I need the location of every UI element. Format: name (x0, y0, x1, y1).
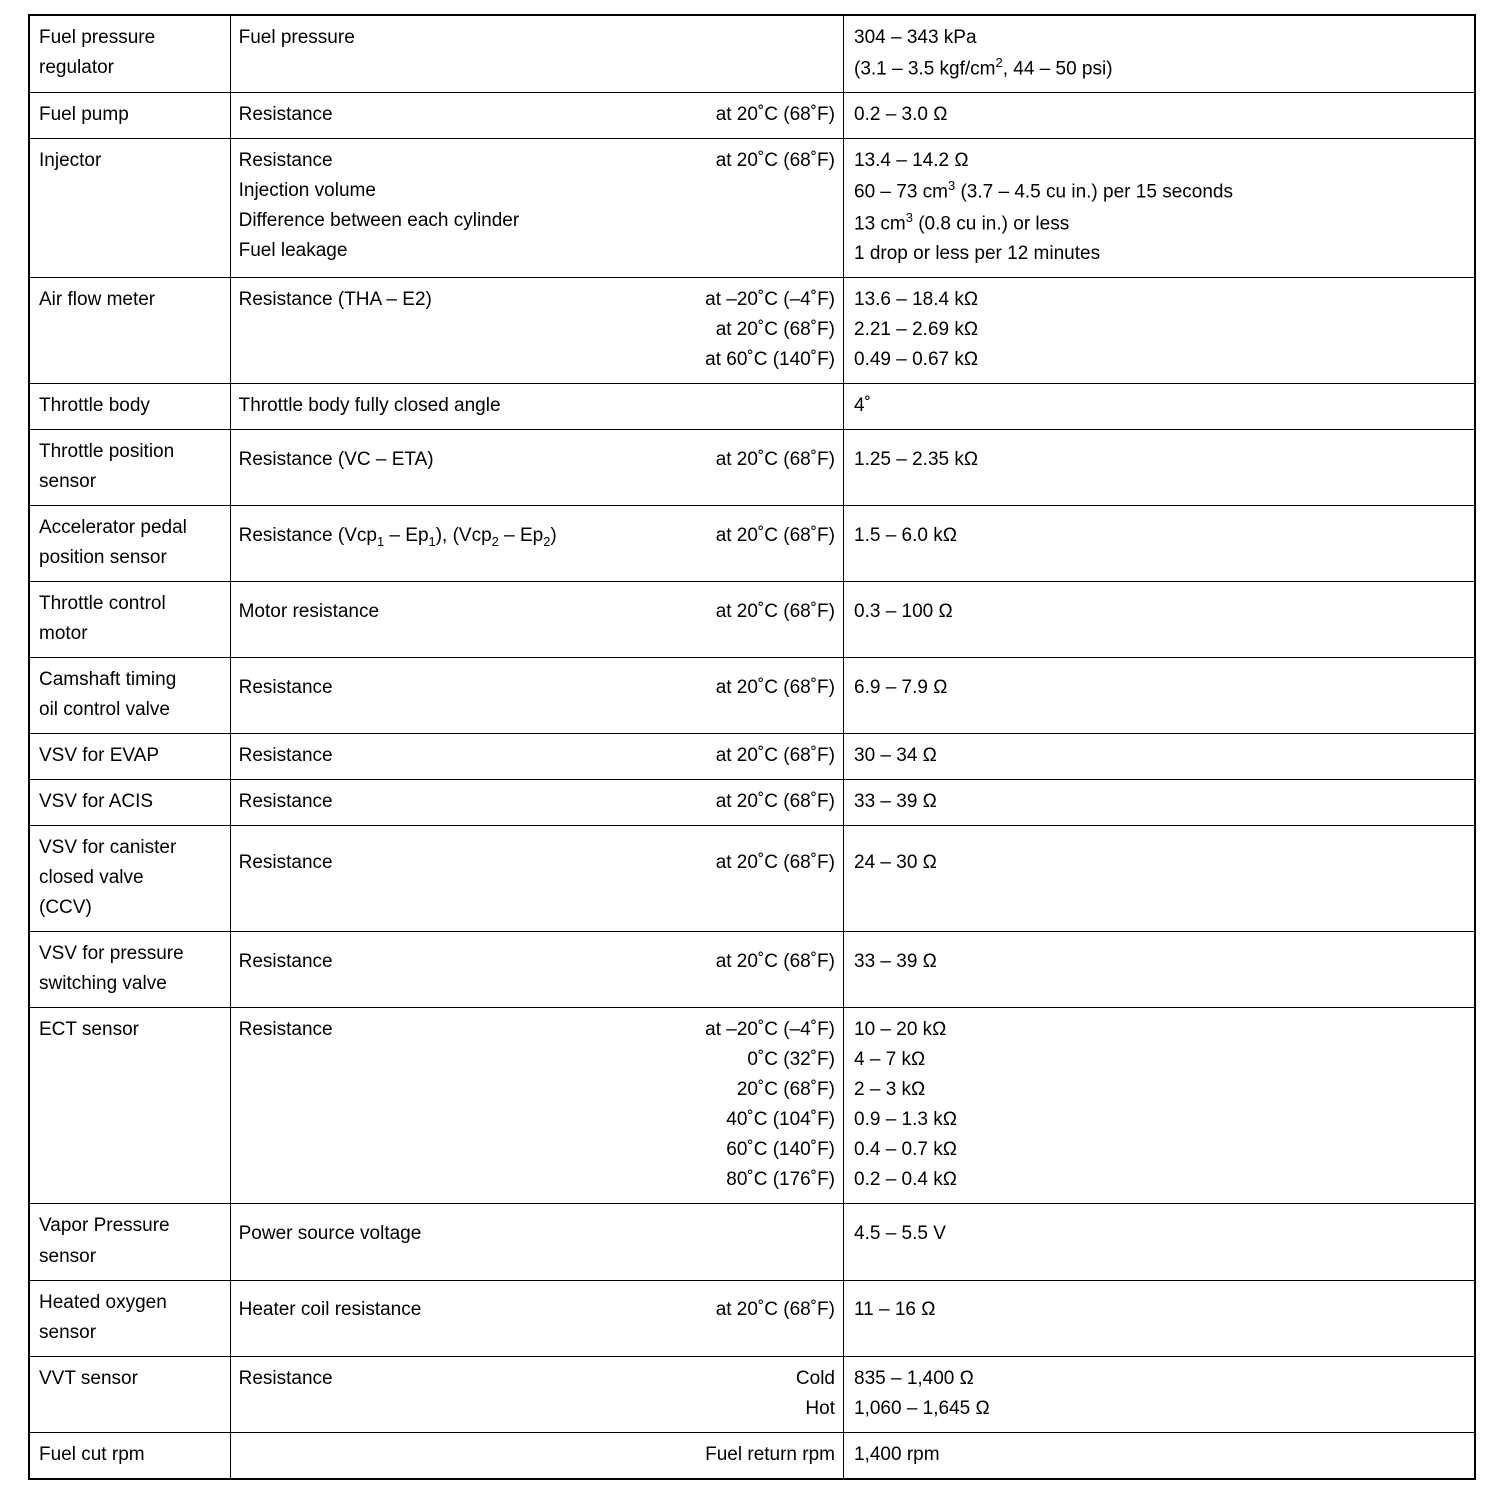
value-text: 24 – 30 Ω (854, 852, 937, 874)
table-row (29, 826, 1475, 932)
table-row (29, 1008, 1475, 1204)
description-text (231, 582, 843, 642)
item-text: VSV for EVAP (39, 745, 160, 767)
value-text: 1,400 rpm (854, 1443, 940, 1465)
table-row (29, 1432, 1475, 1479)
value-text: 4˚ (854, 395, 871, 417)
cell-description (230, 1356, 843, 1432)
cell-description (230, 15, 843, 93)
condition-label: 40˚C (104˚F) (726, 1109, 835, 1131)
cell-value (844, 826, 1476, 932)
description-text (231, 1433, 843, 1478)
item-text: Accelerator pedal position sensor (39, 517, 187, 569)
description-text (231, 1204, 843, 1264)
value-text: 10 – 20 kΩ 4 – 7 kΩ 2 – 3 kΩ 0.9 – 1.3 kΩ 0.4 – 0.7 kΩ 0.2 – 0.4 kΩ (854, 1019, 957, 1191)
condition-label: 20˚C (68˚F) (736, 1079, 835, 1101)
cell-description (230, 93, 843, 139)
description-label: Power source voltage (238, 1222, 422, 1244)
condition-label: 80˚C (176˚F) (726, 1169, 835, 1191)
value-text: 835 – 1,400 Ω 1,060 – 1,645 Ω (854, 1367, 990, 1419)
value-text: 33 – 39 Ω (854, 950, 937, 972)
value-text: 13.4 – 14.2 Ω 60 – 73 $cm^3$ (3.7 – 4.5 cu in.) per 15 seconds 13 $cm^3$ (0.8 cu in.) or less 1 drop or less per 12 minutes (854, 150, 1233, 265)
condition-label: at 20˚C (68˚F) (715, 150, 835, 172)
value-text: 13.6 – 18.4 kΩ 2.21 – 2.69 kΩ 0.49 – 0.67 kΩ (854, 289, 979, 371)
cell-value (844, 1356, 1476, 1432)
value-text: 11 – 16 Ω (854, 1299, 936, 1321)
cell-item (29, 582, 230, 658)
cell-description (230, 139, 843, 278)
cell-value (844, 1008, 1476, 1204)
cell-description (230, 1204, 843, 1280)
item-text: Throttle position sensor (39, 441, 175, 493)
cell-value (844, 506, 1476, 582)
cell-item (29, 1280, 230, 1356)
condition-label: at 20˚C (68˚F) (715, 791, 835, 813)
value-text: 0.2 – 3.0 Ω (854, 104, 948, 126)
table-row (29, 932, 1475, 1008)
description-text (231, 826, 843, 901)
description-text (231, 139, 843, 274)
cell-value (844, 278, 1476, 384)
cell-item (29, 278, 230, 384)
cell-description (230, 506, 843, 582)
description-label: Motor resistance (238, 600, 380, 622)
description-text (231, 384, 843, 429)
description-label: Resistance (238, 104, 333, 126)
description-text (231, 278, 843, 383)
cell-description (230, 658, 843, 734)
cell-description (230, 826, 843, 932)
description-label: Heater coil resistance (238, 1299, 422, 1321)
specification-table (28, 14, 1476, 1480)
item-text: Throttle control motor (39, 593, 166, 645)
description-label: Difference between each cylinder (238, 210, 520, 232)
item-text: Fuel cut rpm (39, 1443, 145, 1465)
item-text: Heated oxygen sensor (39, 1291, 167, 1343)
item-text: Throttle body (39, 395, 150, 417)
cell-item (29, 1008, 230, 1204)
table-row (29, 658, 1475, 734)
description-label: Resistance (238, 791, 333, 813)
cell-value (844, 1204, 1476, 1280)
value-text: 4.5 – 5.5 V (854, 1222, 946, 1244)
description-text (231, 93, 843, 138)
cell-value (844, 15, 1476, 93)
value-text: 1.25 – 2.35 kΩ (854, 448, 979, 470)
condition-label: at 20˚C (68˚F) (715, 950, 835, 972)
item-text: Injector (39, 150, 102, 172)
item-text: VSV for ACIS (39, 791, 154, 813)
item-text: Fuel pump (39, 104, 129, 126)
cell-item (29, 1356, 230, 1432)
description-text (231, 16, 843, 61)
cell-item (29, 826, 230, 932)
table-row (29, 1280, 1475, 1356)
description-text (231, 1281, 843, 1341)
description-label: Resistance $(Vcp_1 - Ep_1)$, $(Vcp_2 - Ep_2)$ (238, 524, 557, 549)
table-row (29, 780, 1475, 826)
description-label: Resistance (238, 745, 333, 767)
description-label: Resistance (THA – E2) (238, 289, 432, 311)
cell-item (29, 15, 230, 93)
item-text: Fuel pressure regulator (39, 27, 156, 79)
table-row (29, 430, 1475, 506)
cell-item (29, 506, 230, 582)
table-row (29, 582, 1475, 658)
cell-value (844, 430, 1476, 506)
condition-label: at 60˚C (140˚F) (705, 349, 835, 371)
description-label: Resistance (238, 950, 333, 972)
cell-item (29, 734, 230, 780)
item-text: Air flow meter (39, 289, 156, 311)
cell-description (230, 430, 843, 506)
item-text: VSV for pressure switching valve (39, 943, 184, 995)
cell-description (230, 1008, 843, 1204)
condition-label: at 20˚C (68˚F) (715, 104, 835, 126)
description-text (231, 932, 843, 992)
cell-description (230, 582, 843, 658)
value-text: 33 – 39 Ω (854, 791, 937, 813)
description-label: Throttle body fully closed angle (238, 395, 501, 417)
description-label: Resistance (238, 1367, 333, 1389)
item-text: ECT sensor (39, 1019, 139, 1041)
description-label: Resistance (VC – ETA) (238, 448, 434, 470)
description-text (231, 430, 843, 490)
cell-description (230, 780, 843, 826)
condition-label: at 20˚C (68˚F) (715, 524, 835, 546)
description-label: Resistance (238, 676, 333, 698)
condition-label: at –20˚C (–4˚F) (705, 289, 835, 311)
condition-label: at –20˚C (–4˚F) (705, 1019, 835, 1041)
cell-value (844, 658, 1476, 734)
description-label: Resistance (238, 150, 333, 172)
condition-label: at 20˚C (68˚F) (715, 319, 835, 341)
description-text (231, 1008, 843, 1203)
cell-item (29, 658, 230, 734)
value-text: 0.3 – 100 Ω (854, 600, 953, 622)
table-row (29, 15, 1475, 93)
cell-description (230, 734, 843, 780)
cell-item (29, 780, 230, 826)
condition-label: at 20˚C (68˚F) (715, 1299, 835, 1321)
cell-value (844, 1280, 1476, 1356)
table-row (29, 139, 1475, 278)
condition-label: 0˚C (32˚F) (747, 1049, 835, 1071)
description-text (231, 1357, 843, 1432)
table-row (29, 734, 1475, 780)
cell-description (230, 932, 843, 1008)
condition-label: 60˚C (140˚F) (726, 1139, 835, 1161)
cell-item (29, 384, 230, 430)
description-text (231, 780, 843, 825)
condition-label: at 20˚C (68˚F) (715, 600, 835, 622)
description-label: Resistance (238, 1019, 333, 1041)
cell-description (230, 1432, 843, 1479)
cell-item (29, 932, 230, 1008)
table-body (29, 15, 1475, 1479)
description-label: Fuel leakage (238, 240, 348, 262)
item-text: VVT sensor (39, 1367, 138, 1389)
condition-label: Cold (795, 1367, 835, 1389)
table-row (29, 93, 1475, 139)
table-row (29, 1356, 1475, 1432)
cell-description (230, 1280, 843, 1356)
cell-value (844, 582, 1476, 658)
value-text: 30 – 34 Ω (854, 745, 937, 767)
description-text (231, 734, 843, 779)
description-text (231, 506, 843, 567)
condition-label: at 20˚C (68˚F) (715, 745, 835, 767)
cell-item (29, 93, 230, 139)
cell-value (844, 93, 1476, 139)
cell-value (844, 139, 1476, 278)
item-text: VSV for canister closed valve (CCV) (39, 837, 177, 919)
value-text: 304 – 343 kPa (3.1 – 3.5 kgf/$cm^2$, 44 – 50 psi) (854, 27, 1113, 80)
condition-label: Fuel return rpm (705, 1443, 835, 1465)
description-label: Injection volume (238, 180, 376, 202)
cell-value (844, 384, 1476, 430)
cell-item (29, 1204, 230, 1280)
condition-label: at 20˚C (68˚F) (715, 448, 835, 470)
condition-label: at 20˚C (68˚F) (715, 852, 835, 874)
cell-item (29, 139, 230, 278)
table-row (29, 278, 1475, 384)
cell-value (844, 932, 1476, 1008)
description-label: Resistance (238, 852, 333, 874)
table-row (29, 506, 1475, 582)
table-row (29, 1204, 1475, 1280)
cell-item (29, 1432, 230, 1479)
condition-label: Hot (805, 1397, 835, 1419)
cell-description (230, 384, 843, 430)
cell-description (230, 278, 843, 384)
cell-value (844, 734, 1476, 780)
cell-value (844, 1432, 1476, 1479)
cell-item (29, 430, 230, 506)
description-text (231, 658, 843, 718)
condition-label: at 20˚C (68˚F) (715, 676, 835, 698)
item-text: Vapor Pressure sensor (39, 1215, 170, 1267)
item-text: Camshaft timing oil control valve (39, 669, 177, 721)
value-text: 6.9 – 7.9 Ω (854, 676, 948, 698)
value-text: 1.5 – 6.0 kΩ (854, 524, 957, 546)
cell-value (844, 780, 1476, 826)
table-row (29, 384, 1475, 430)
description-label: Fuel pressure (238, 27, 355, 48)
